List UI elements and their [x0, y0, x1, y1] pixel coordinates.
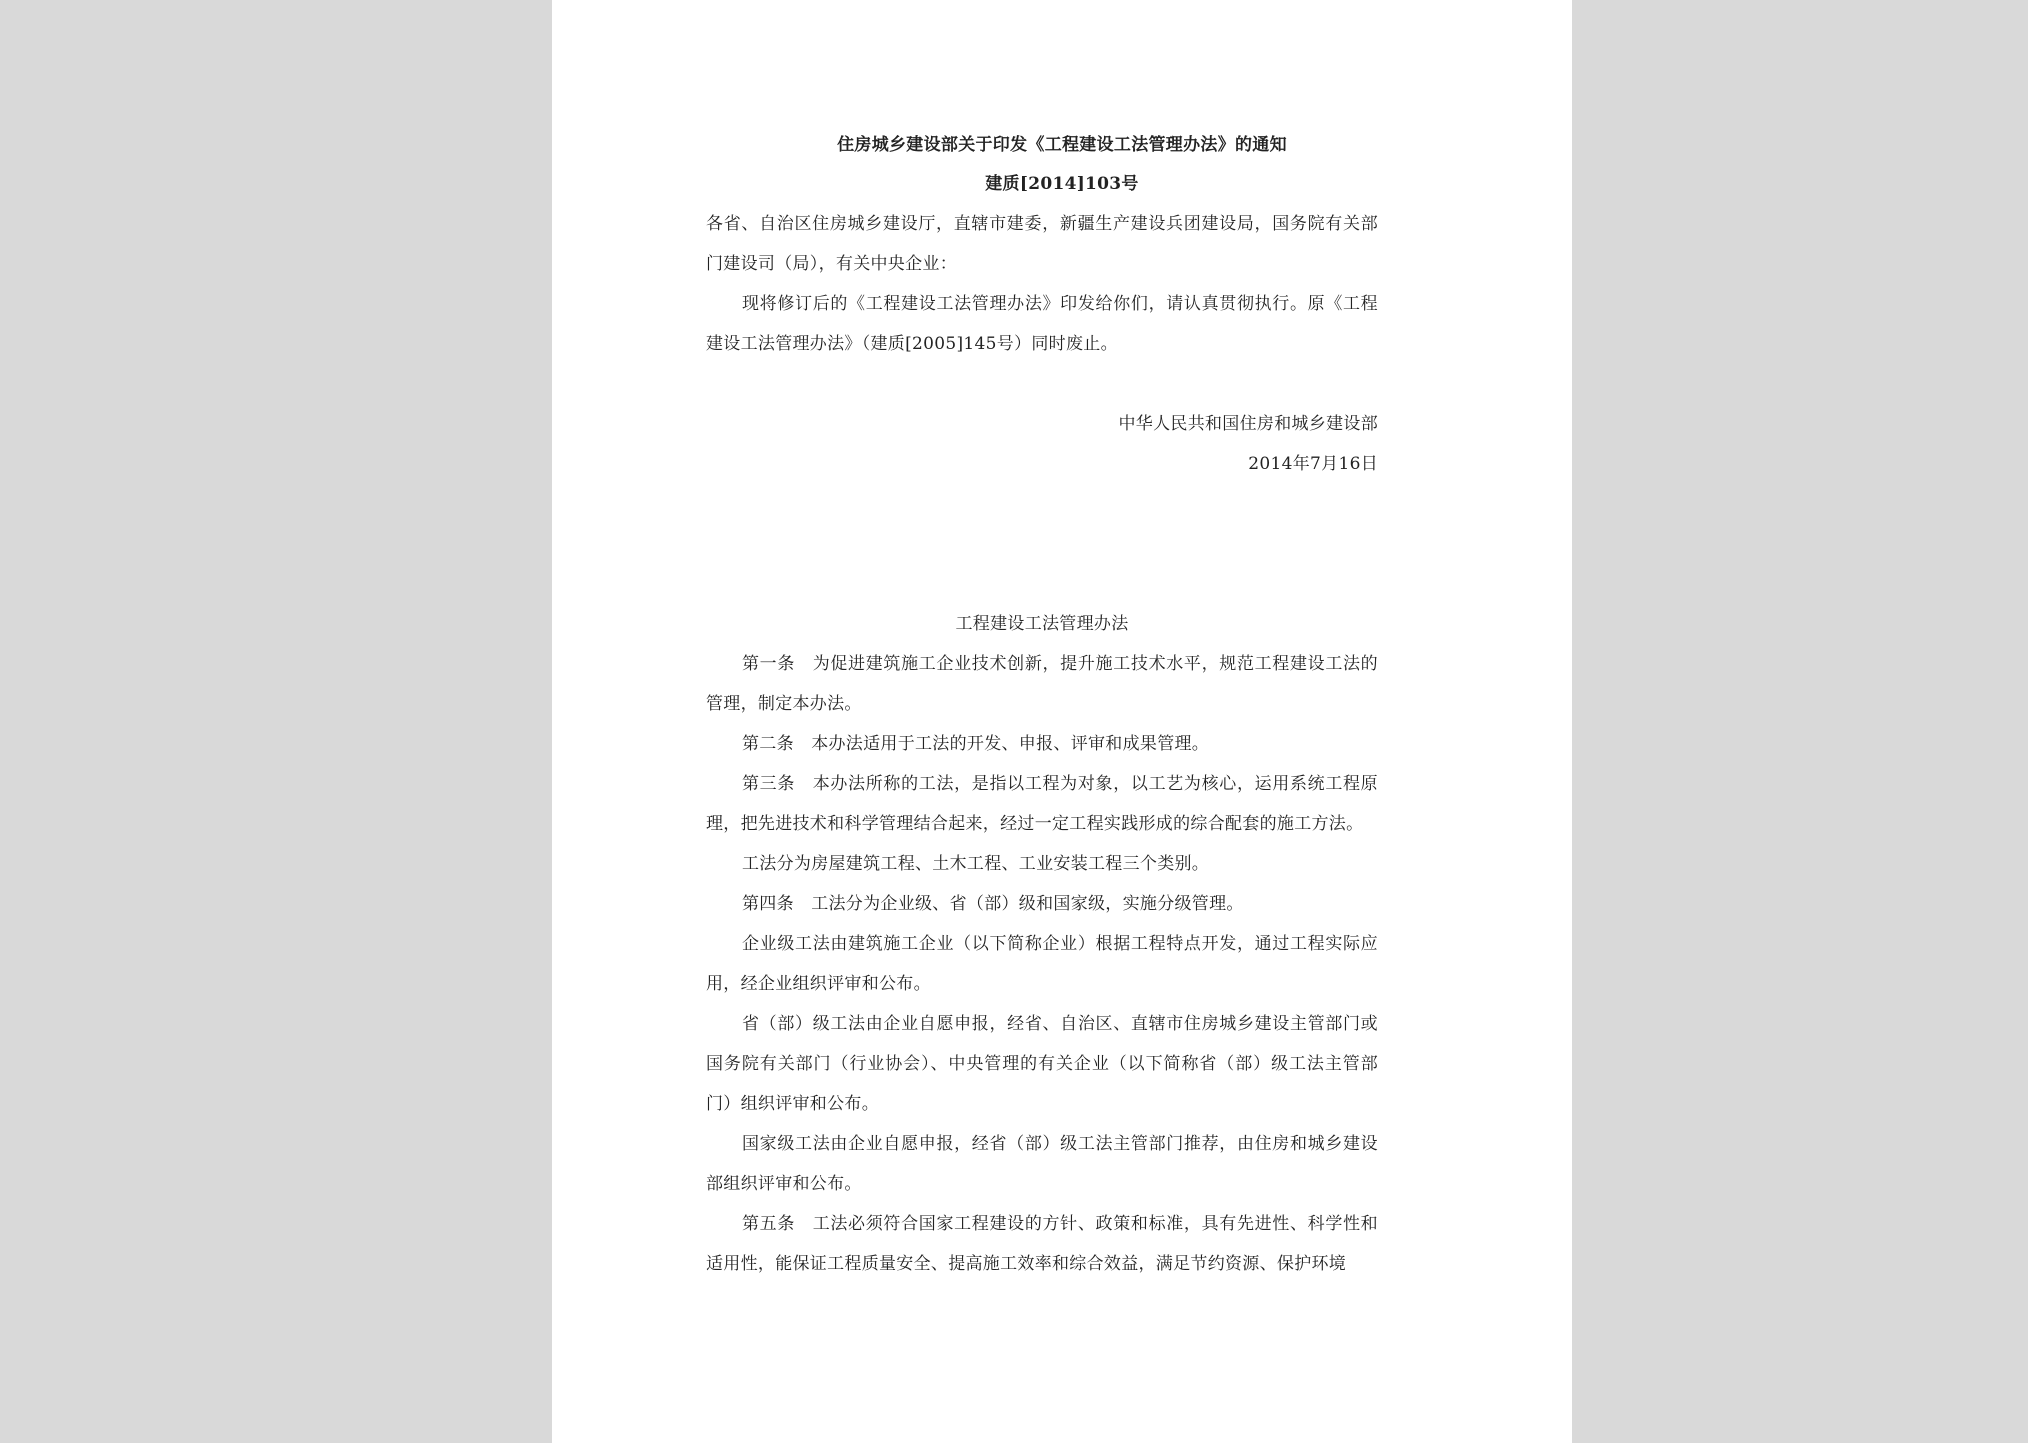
notice-body — [706, 204, 1378, 364]
addressee-paragraph: 各省、自治区住房城乡建设厅，直辖市建委，新疆生产建设兵团建设局，国务院有关部门建设司（局），有关中央企业： — [706, 214, 1378, 274]
rules-paragraph: 第二条 本办法适用于工法的开发、申报、评审和成果管理。 — [742, 734, 1210, 754]
notice-paragraph: 现将修订后的《工程建设工法管理办法》印发给你们，请认真贯彻执行。原《工程建设工法管理办法》（建质[2005]145号）同时废止。 — [706, 294, 1378, 354]
rules-paragraph: 第四条 工法分为企业级、省（部）级和国家级，实施分级管理。 — [742, 894, 1244, 914]
rules-paragraph: 第一条 为促进建筑施工企业技术创新，提升施工技术水平，规范工程建设工法的管理，制定本办法。 — [706, 654, 1378, 714]
issue-date: 2014年7月16日 — [1248, 454, 1378, 474]
rules-paragraph: 省（部）级工法由企业自愿申报，经省、自治区、直辖市住房城乡建设主管部门或国务院有关部门（行业协会）、中央管理的有关企业（以下简称省（部）级工法主管部门）组织评审和公布。 — [706, 1014, 1378, 1114]
rules-paragraph: 国家级工法由企业自愿申报，经省（部）级工法主管部门推荐，由住房和城乡建设部组织评审和公布。 — [706, 1134, 1378, 1194]
rules-paragraph: 第五条 工法必须符合国家工程建设的方针、政策和标准，具有先进性、科学性和适用性，能保证工程质量安全、提高施工效率和综合效益，满足节约资源、保护环境 — [706, 1214, 1378, 1274]
document-page — [552, 0, 1572, 1443]
document-number: 建质[2014]103号 — [985, 174, 1139, 194]
rules-paragraph: 企业级工法由建筑施工企业（以下简称企业）根据工程特点开发，通过工程实际应用，经企业组织评审和公布。 — [706, 934, 1378, 994]
rules-section — [706, 604, 1378, 1284]
signature-block — [706, 404, 1378, 484]
rules-paragraph: 第三条 本办法所称的工法，是指以工程为对象，以工艺为核心，运用系统工程原理，把先进技术和科学管理结合起来，经过一定工程实践形成的综合配套的施工方法。 — [706, 774, 1378, 834]
rules-paragraph: 工法分为房屋建筑工程、土木工程、工业安装工程三个类别。 — [742, 854, 1210, 874]
rules-title: 工程建设工法管理办法 — [955, 614, 1129, 634]
notice-title: 住房城乡建设部关于印发《工程建设工法管理办法》的通知 — [837, 135, 1287, 155]
issuer-name: 中华人民共和国住房和城乡建设部 — [1118, 414, 1378, 434]
